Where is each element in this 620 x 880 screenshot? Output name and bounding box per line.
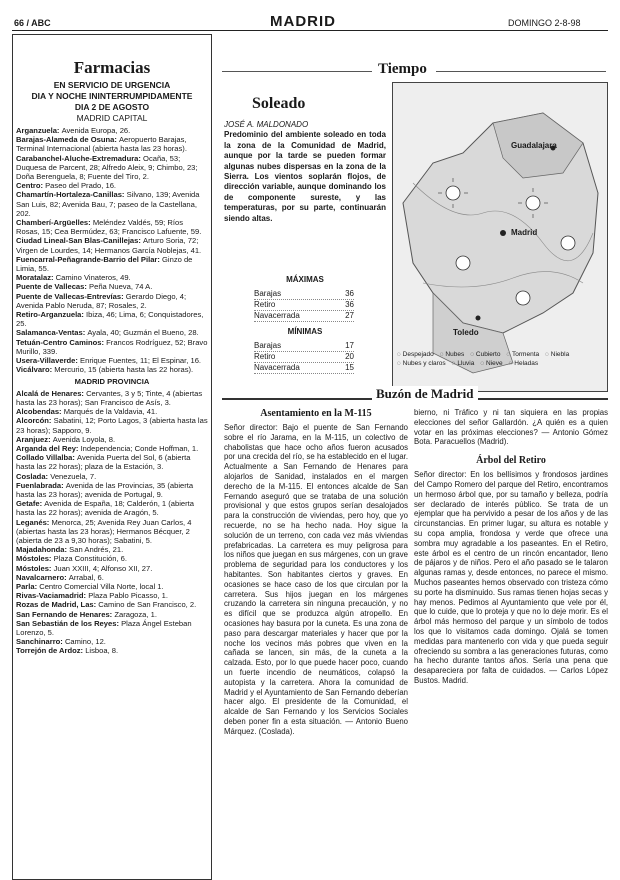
pharmacy-entry <box>16 190 208 218</box>
pharmacy-zone: Móstoles: <box>16 563 54 573</box>
pharmacy-entry <box>16 481 208 499</box>
pharmacy-entry <box>16 582 208 591</box>
issue-date: DOMINGO 2-8-98 <box>508 18 581 28</box>
page-number: 66 / ABC <box>14 18 51 28</box>
pharmacy-entry <box>16 126 208 135</box>
subtitle-line: EN SERVICIO DE URGENCIA <box>53 80 171 90</box>
pharmacy-zone: Rivas-Vaciamadrid: <box>16 591 89 601</box>
legend-item: ◌ Nieve <box>480 360 503 367</box>
pharmacy-zone: Alcorcón: <box>16 416 54 426</box>
pharmacy-address: Marqués de la Valdavia, 41. <box>63 407 158 417</box>
temp-value: 20 <box>345 352 354 361</box>
legend-item: ◌ Tormenta <box>506 351 540 358</box>
pharmacy-address: Centro Comercial Villa Norte, local 1. <box>39 581 164 591</box>
pharmacy-address: Francos Rodríguez, 52; Bravo Murillo, 339. <box>16 337 208 356</box>
header-rule <box>12 30 608 31</box>
pharmacy-address: Aeropuerto Barajas, Terminal Internacional (abierta hasta las 23 horas). <box>16 135 187 154</box>
pharmacy-address: Paseo del Prado, 16. <box>45 181 117 191</box>
pharmacy-address: Avenida Puerta del Sol, 6 (abierta hasta las 22 horas); plaza de la Estación, 3. <box>16 453 191 472</box>
pharmacy-zone: Moratalaz: <box>16 273 56 283</box>
pharmacy-entry <box>16 518 208 546</box>
min-table <box>254 341 354 374</box>
temp-value: 17 <box>345 341 354 350</box>
pharmacy-entry <box>16 554 208 563</box>
pharmacy-zone: Ciudad Lineal-San Blas-Canillejas: <box>16 236 144 246</box>
pharmacy-address: Enrique Fuentes, 11; El Espinar, 16. <box>80 356 202 366</box>
pharmacy-address: Ginzo de Limia, 55. <box>16 254 193 274</box>
pharmacy-zone: Getafe: <box>16 499 45 509</box>
legend-item: ◌ Lluvia <box>451 360 475 367</box>
temp-row <box>254 363 354 374</box>
temp-row <box>254 311 354 322</box>
pharmacy-address: Menorca, 25; Avenida Rey Juan Carlos, 4 (abiertas hasta las 23 horas); Hermanos Bécquer, 2 (abierta de 23 a 9,30 horas); Sabatini, 5. <box>16 517 192 545</box>
pharmacy-address: Lisboa, 8. <box>85 646 119 656</box>
map-legend <box>397 351 605 367</box>
legend-item: ◌ Despejado <box>397 351 434 358</box>
pharmacy-address: Peña Nueva, 74 A. <box>89 282 153 292</box>
section-title: MADRID <box>270 13 336 30</box>
legend-item: ◌ Nubes y claros <box>397 360 446 367</box>
pharmacy-address: Mercurio, 15 (abierta hasta las 22 horas). <box>54 365 194 375</box>
temp-place: Retiro <box>254 352 276 361</box>
pharmacy-address: Zaragoza, 1. <box>114 609 157 619</box>
pharmacy-entry <box>16 453 208 471</box>
min-heading: MÍNIMAS <box>287 327 323 336</box>
pharmacy-zone: Centro: <box>16 181 46 191</box>
pharmacy-zone: Alcalá de Henares: <box>16 388 87 398</box>
pharmacy-entry <box>16 646 208 655</box>
pharmacy-entry <box>16 637 208 646</box>
letter-1 <box>224 408 408 878</box>
pharmacy-zone: Leganés: <box>16 517 52 527</box>
temp-value: 15 <box>345 363 354 372</box>
pharmacy-address: Avenida Europa, 26. <box>61 126 131 135</box>
subtitle-line: DIA Y NOCHE ININTERRUMPIDAMENTE <box>31 91 193 101</box>
temp-row <box>254 341 354 352</box>
pharmacy-address: Avenida de las Provincias, 35 (abierta hasta las 23 horas); avenida de Portugal, 9. <box>16 480 194 499</box>
letter-2-column <box>414 408 608 878</box>
temp-row <box>254 300 354 311</box>
pharmacy-zone: Vicálvaro: <box>16 365 55 375</box>
pharmacy-zone: San Fernando de Henares: <box>16 609 115 619</box>
pharmacy-entry <box>16 135 208 153</box>
pharmacy-entry <box>16 573 208 582</box>
pharmacy-address: Ocaña, 53; Duquesa de Parcent, 28; Alfredo Aleix, 9; Chimbo, 23; Doña Berenguela, 8; Fuente del Tiro, 2. <box>16 153 198 182</box>
pharmacy-entry <box>16 416 208 434</box>
pharmacy-address: Gerardo Diego, 4; Avenida Pablo Neruda, 87; Rosales, 2. <box>16 291 187 310</box>
pharmacy-entry <box>16 338 208 356</box>
lead-text: Predominio del ambiente soleado en toda la zona de la Comunidad de Madrid, aunque por la tarde se pueden formar algunas nubes dispersas en la zona de la Sierra. Los vientos soplarán flojos, de dirección variable, aunque dominando los de componente sureste, y las temperaturas, por su parte, continuarán siendo altas. <box>224 130 386 223</box>
pharmacy-address: Sabatini, 12; Porto Lagos, 3 (abierta hasta las 23 horas); Sapporo, 9. <box>16 416 208 435</box>
pharmacy-entry <box>16 610 208 619</box>
pharmacy-zone: Carabanchel-Aluche-Extremadura: <box>16 153 144 163</box>
pharmacy-entry <box>16 444 208 453</box>
pharmacy-address: Juan XXIII, 4; Alfonso XII, 27. <box>53 563 153 573</box>
map-graphic <box>393 83 608 392</box>
pharmacy-zone: Chamberí-Argüelles: <box>16 218 93 228</box>
tiempo-title: Tiempo <box>378 61 427 77</box>
legend-item: ◌ Cubierto <box>470 351 501 358</box>
pharmacy-zone: Puente de Vallecas-Entrevías: <box>16 291 126 301</box>
temp-place: Retiro <box>254 300 276 309</box>
temp-place: Navacerrada <box>254 311 300 320</box>
pharmacy-zone: Sanchinarro: <box>16 637 65 647</box>
pharmacy-address: Silvano, 139; Avenida San Luis, 82; Avenida Bau, 7; paseo de la Castellana, 202. <box>16 190 200 218</box>
temp-place: Navacerrada <box>254 363 300 372</box>
pharmacy-zone: Navalcarnero: <box>16 572 69 582</box>
pharmacy-entry <box>16 292 208 310</box>
pharmacy-zone: Usera-Villaverde: <box>16 356 81 366</box>
pharmacy-address: Camino, 12. <box>64 637 106 647</box>
capital-heading: MADRID CAPITAL <box>76 113 148 123</box>
legend-item: ◌ Niebla <box>545 351 570 358</box>
pharmacy-entry <box>16 564 208 573</box>
pharmacy-zone: Barajas-Alameda de Osuna: <box>16 135 119 145</box>
pharmacy-zone: Collado Villalba: <box>16 453 78 463</box>
pharmacy-zone: Alcobendas: <box>16 407 64 417</box>
buzon-title: Buzón de Madrid <box>372 386 478 402</box>
pharmacy-address: Venezuela, 7. <box>50 471 97 481</box>
pharmacy-zone: Retiro-Arganzuela: <box>16 310 87 320</box>
temp-row <box>254 289 354 300</box>
max-heading: MÁXIMAS <box>286 275 324 284</box>
map-label-madrid: Madrid <box>511 228 538 237</box>
pharmacy-zone: Coslada: <box>16 471 51 481</box>
pharmacy-zone: Aranjuez: <box>16 434 53 444</box>
subtitle-line: DIA 2 DE AGOSTO <box>74 102 150 112</box>
pharmacy-zone: Fuenlabrada: <box>16 480 66 490</box>
temp-value: 36 <box>345 289 354 298</box>
byline: JOSÉ A. MALDONADO <box>224 120 309 129</box>
letter-1-title: Asentamiento en la M-115 <box>260 408 372 419</box>
weather-map <box>392 82 608 392</box>
letter-2-body: Señor director: En los bellísimos y frondosos jardines del Campo Romero del parque del Retiro, encontramos un hermoso árbol que, por su tamaño y belleza, podría ser declarado de interés público. Se trata de un ejemplar que ha pervivido a pesar de los años y de las circunstancias. En primer lugar, su altura es notable y su copa amplia, frondosa y verde que ofrece una sombra muy agradable a los paseantes. En el Retiro, este árbol es el centro de un rincón encantador, lleno de pájaros y de niños. Pero el año pasado se le talaron algunas ramas y, desde entonces, no parece el mismo. Muchos paseantes hemos observado con tristeza cómo su porte ha disminuido. Sus ramas tienen hojas secas y hay menos. Pedimos al Ayuntamiento que vele por él, que lo cuide, que lo proteja y que no lo deje morir. Es el árbol más hermoso del parque y un símbolo de todos los que lo visitamos cada domingo. Ojalá se tomen medidas para mantenerlo con vida y que pueda seguir ofreciendo su sombra a las generaciones futuras, como ha hecho durante tantos años. Sería una pena que desapareciera por falta de cuidados. — Carlos López Bustos. Madrid. <box>414 470 608 685</box>
pharmacy-entry <box>16 154 208 182</box>
map-label-guadalajara: Guadalajara <box>511 141 557 150</box>
pharmacy-address: San Andrés, 21. <box>69 545 124 555</box>
letter-2-title: Árbol del Retiro <box>476 455 546 467</box>
pharmacy-entry <box>16 181 208 190</box>
legend-item: ◌ Nubes <box>439 351 465 358</box>
pharmacy-address: Plaza Pablo Picasso, 1. <box>88 591 168 601</box>
pharmacy-entry <box>16 310 208 328</box>
pharmacy-zone: Móstoles: <box>16 554 54 564</box>
pharmacy-entry <box>16 545 208 554</box>
pharmacy-address: Arrabal, 6. <box>68 572 104 582</box>
tiempo-rule <box>436 71 606 72</box>
pharmacy-address: Independencia; Conde Hoffman, 1. <box>80 443 199 453</box>
tiempo-rule <box>222 71 372 72</box>
pharmacy-zone: Torrejón de Ardoz: <box>16 646 86 656</box>
temp-row <box>254 352 354 363</box>
pharmacy-entry <box>16 407 208 416</box>
pharmacy-entry <box>16 435 208 444</box>
pharmacy-entry <box>16 282 208 291</box>
pharmacy-entry <box>16 472 208 481</box>
pharmacy-address: Cervantes, 3 y 5; Tinte, 4 (abiertas hasta las 23 horas); San Francisco de Asís, 3. <box>16 388 203 407</box>
pharmacy-entry <box>16 499 208 517</box>
farmacias-list <box>16 126 208 656</box>
pharmacy-entry <box>16 365 208 374</box>
max-table <box>254 289 354 322</box>
pharmacy-zone: Parla: <box>16 581 40 591</box>
temp-place: Barajas <box>254 341 282 350</box>
pharmacy-zone: San Sebastián de los Reyes: <box>16 618 122 628</box>
pharmacy-entry <box>16 591 208 600</box>
pharmacy-zone: Salamanca-Ventas: <box>16 328 88 338</box>
pharmacy-entry <box>16 255 208 273</box>
provincia-heading: MADRID PROVINCIA <box>74 377 150 387</box>
legend-item: ◌ Heladas <box>508 360 539 367</box>
pharmacy-entry <box>16 356 208 365</box>
pharmacy-zone: Arganda del Rey: <box>16 443 81 453</box>
map-label-toledo: Toledo <box>453 328 479 337</box>
weather-lead <box>224 120 386 224</box>
temp-value: 27 <box>345 311 354 320</box>
pharmacy-entry <box>16 328 208 337</box>
pharmacy-zone: Majadahonda: <box>16 545 70 555</box>
pharmacy-entry <box>16 273 208 282</box>
weather-headline: Soleado <box>252 95 306 112</box>
pharmacy-address: Plaza Ángel Esteban Lorenzo, 5. <box>16 618 192 637</box>
pharmacy-zone: Rozas de Madrid, Las: <box>16 600 99 610</box>
pharmacy-address: Arturo Soria, 72; Virgen de Lourdes, 14; Hermanos García Noblejas, 41. <box>16 236 202 255</box>
letter-1-tail: bierno, ni Tráfico y ni tan siquiera en las propias elecciones del señor Gallardón. ¿A quién es a quien votar en las próximas elecciones? — Antonio Gómez Bota. Paracuellos (Madrid). <box>414 408 608 447</box>
pharmacy-zone: Puente de Vallecas: <box>16 282 90 292</box>
temp-place: Barajas <box>254 289 282 298</box>
pharmacy-zone: Fuencarral-Peñagrande-Barrio del Pilar: <box>16 254 163 264</box>
pharmacy-address: Avenida Loyola, 8. <box>52 434 116 444</box>
farmacias-subtitle <box>14 80 210 124</box>
pharmacy-address: Camino de San Francisco, 2. <box>98 600 197 610</box>
pharmacy-entry <box>16 218 208 236</box>
pharmacy-zone: Arganzuela: <box>16 126 62 135</box>
pharmacy-address: Meléndez Valdés, 59; Ríos Rosas, 15; Cea Bermúdez, 63; Francisco Lafuente, 59. <box>16 218 202 237</box>
pharmacy-entry <box>16 619 208 637</box>
pharmacy-zone: Chamartín-Hortaleza-Canillas: <box>16 190 127 200</box>
pharmacy-entry <box>16 389 208 407</box>
pharmacy-address: Ibiza, 46; Lima, 6; Conquistadores, 25. <box>16 310 204 329</box>
pharmacy-entry <box>16 600 208 609</box>
farmacias-title: Farmacias <box>73 58 151 77</box>
temp-value: 36 <box>345 300 354 309</box>
pharmacy-address: Avenida de España, 18; Calderón, 1 (abierta hasta las 22 horas); avenida de Aragón, 5. <box>16 499 195 518</box>
pharmacy-address: Camino Vinateros, 49. <box>55 273 131 283</box>
pharmacy-zone: Tetuán-Centro Caminos: <box>16 337 107 347</box>
pharmacy-address: Ayala, 40; Guzmán el Bueno, 28. <box>87 328 199 338</box>
pharmacy-entry <box>16 236 208 254</box>
pharmacy-address: Plaza Constitución, 6. <box>53 554 128 564</box>
letter-1-body: Señor director: Bajo el puente de San Fernando sobre el río Jarama, en la M-115, un colectivo de chabolistas que hace ocho años fueron acusados por una crecida del río, se ha establecido en el lugar. Actualmente a San Fernando de Henares para alojarlos de Sanidad, instalados en el margen derecho de la M-115. El entonces alcalde de San Fernando aseguró que se trataba de una solución provisional y que estos grupos serían desalojados para la construcción de viviendas, pero hoy, que yo recuerde, no se ha hecho nada. Hoy sigue la solución de un terreno, con cada vez más viviendas prefabricadas. La carretera es muy peligrosa para los niños que juegan en sus márgenes, con un grave problema de seguridad para los conductores y los habitantes. Son habitantes ciertos y graves. En ocasiones se hace caso de los que circulan por la carretera. Sus hijos juegan en los márgenes cruzando la carretera sin ninguna precaución, y no es difícil que se produzca algún atropello. En ocasiones hay basura por la cuneta. Es una zona de paso para descargar materiales y hacer que por la noche los vecinos más pobres que viven en la cañada se lancen, sin más, de la cuneta a la calzada. Esto, por lo que puede hacer poco, cuando un fuerte incendio de neumáticos, colapsó la autopista y la carretera. Ahora la comunidad de Madrid y el Ayuntamiento de San Fernando deberían hacer algo. El presidente de la Comunidad, el alcalde de San Fernando y los Servicios Sociales deben poner fin a esta situación. — Antonio Bueno Márquez. (Coslada). <box>224 423 408 736</box>
